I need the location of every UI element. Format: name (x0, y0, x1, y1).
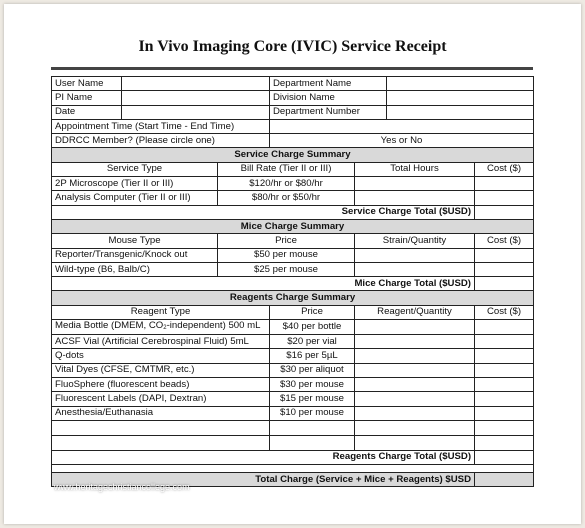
reagent-cost-field[interactable] (475, 335, 534, 349)
pi-name-label: PI Name (52, 91, 122, 105)
reagent-cost-field[interactable] (475, 320, 534, 335)
table-row (52, 191, 534, 205)
reagent-type (52, 320, 270, 335)
mouse-type: Reporter/Transgenic/Knock out (52, 248, 218, 262)
grand-total-field[interactable] (475, 473, 534, 487)
receipt-page (4, 4, 581, 524)
service-cost-field[interactable] (475, 177, 534, 191)
service-hours-field[interactable] (355, 177, 475, 191)
mice-col-type: Mouse Type (52, 234, 218, 248)
service-rate: $120/hr or $80/hr (218, 177, 355, 191)
mice-col-cost: Cost ($) (475, 234, 534, 248)
mice-col-price: Price (218, 234, 355, 248)
mice-column-header-row (52, 234, 534, 248)
service-type: 2P Microscope (Tier II or III) (52, 177, 218, 191)
service-col-hours: Total Hours (355, 162, 475, 176)
reagent-cost-field[interactable] (475, 349, 534, 363)
ddrcc-yes-no-choice[interactable]: Yes or No (270, 134, 534, 148)
info-row-user (52, 77, 534, 91)
mice-section-header-row (52, 219, 534, 233)
reagent-price: $10 per mouse (270, 406, 355, 420)
reagents-col-quantity: Reagent/Quantity (355, 305, 475, 319)
blank-reagent-cost-field[interactable] (475, 420, 534, 435)
division-name-field[interactable] (387, 91, 534, 105)
reagent-quantity-field[interactable] (355, 377, 475, 391)
service-total-row (52, 205, 534, 219)
reagent-price: $15 per mouse (270, 392, 355, 406)
mice-total-field[interactable] (475, 277, 534, 291)
service-rate: $80/hr or $50/hr (218, 191, 355, 205)
table-row (52, 248, 534, 262)
blank-reagent-quantity-field[interactable] (355, 420, 475, 435)
service-section-header-row (52, 148, 534, 162)
reagents-col-type: Reagent Type (52, 305, 270, 319)
reagent-cost-field[interactable] (475, 363, 534, 377)
blank-reagent-type-field[interactable] (52, 420, 270, 435)
blank-reagent-quantity-field[interactable] (355, 435, 475, 450)
table-row (52, 320, 534, 335)
service-col-type: Service Type (52, 162, 218, 176)
service-type: Analysis Computer (Tier II or III) (52, 191, 218, 205)
reagent-quantity-field[interactable] (355, 349, 475, 363)
reagent-cost-field[interactable] (475, 392, 534, 406)
info-row-date (52, 105, 534, 119)
blank-reagent-cost-field[interactable] (475, 435, 534, 450)
reagent-type: Vital Dyes (CFSE, CMTMR, etc.) (52, 363, 270, 377)
table-row (52, 177, 534, 191)
reagents-total-row (52, 450, 534, 464)
mice-total-label: Mice Charge Total ($USD) (52, 277, 475, 291)
co2-subscript: 2 (163, 325, 167, 332)
reagent-price: $30 per aliquot (270, 363, 355, 377)
reagent-quantity-field[interactable] (355, 406, 475, 420)
mouse-type: Wild-type (B6, Balb/C) (52, 262, 218, 276)
service-total-label: Service Charge Total ($USD) (52, 205, 475, 219)
page-title: In Vivo Imaging Core (IVIC) Service Receipt (138, 38, 447, 55)
reagent-price: $20 per vial (270, 335, 355, 349)
reagent-cost-field[interactable] (475, 406, 534, 420)
service-col-cost: Cost ($) (475, 162, 534, 176)
appointment-time-field[interactable] (270, 119, 534, 133)
blank-reagent-price-field[interactable] (270, 435, 355, 450)
table-row (52, 335, 534, 349)
appointment-time-label: Appointment Time (Start Time - End Time) (52, 119, 270, 133)
table-row (52, 377, 534, 391)
department-name-field[interactable] (387, 77, 534, 91)
reagent-cost-field[interactable] (475, 377, 534, 391)
mouse-price: $25 per mouse (218, 262, 355, 276)
ddrcc-member-label: DDRCC Member? (Please circle one) (52, 134, 270, 148)
reagents-col-cost: Cost ($) (475, 305, 534, 319)
user-name-label: User Name (52, 77, 122, 91)
service-cost-field[interactable] (475, 191, 534, 205)
reagent-type: Anesthesia/Euthanasia (52, 406, 270, 420)
reagents-section-header-row (52, 291, 534, 305)
info-row-pi (52, 91, 534, 105)
reagents-column-header-row (52, 305, 534, 319)
info-row-ddrcc (52, 134, 534, 148)
mouse-price: $50 per mouse (218, 248, 355, 262)
mouse-cost-field[interactable] (475, 248, 534, 262)
reagents-total-field[interactable] (475, 450, 534, 464)
info-row-appointment (52, 119, 534, 133)
table-row-blank (52, 435, 534, 450)
reagent-type: FluoSphere (fluorescent beads) (52, 377, 270, 391)
reagent-quantity-field[interactable] (355, 320, 475, 335)
service-col-rate: Bill Rate (Tier II or III) (218, 162, 355, 176)
reagent-price: $16 per 5µL (270, 349, 355, 363)
mouse-quantity-field[interactable] (355, 248, 475, 262)
pi-name-field[interactable] (122, 91, 270, 105)
table-row (52, 392, 534, 406)
mouse-quantity-field[interactable] (355, 262, 475, 276)
table-row (52, 262, 534, 276)
service-hours-field[interactable] (355, 191, 475, 205)
media-bottle-text-tail: -independent) 500 mL (166, 320, 261, 332)
reagent-type: ACSF Vial (Artificial Cerebrospinal Fluid) 5mL (52, 335, 270, 349)
mice-total-row (52, 277, 534, 291)
title-rule (51, 67, 533, 70)
reagent-quantity-field[interactable] (355, 335, 475, 349)
reagent-price: $30 per mouse (270, 377, 355, 391)
reagents-col-price: Price (270, 305, 355, 319)
service-column-header-row (52, 162, 534, 176)
reagents-section-header: Reagents Charge Summary (52, 291, 534, 305)
table-row (52, 406, 534, 420)
division-name-label: Division Name (270, 91, 387, 105)
reagent-type: Fluorescent Labels (DAPI, Dextran) (52, 392, 270, 406)
department-number-field[interactable] (387, 105, 534, 119)
spacer-row (52, 465, 534, 473)
table-row-blank (52, 420, 534, 435)
date-field[interactable] (122, 105, 270, 119)
watermark: www.heritagechristiancollege.com (54, 482, 190, 492)
blank-reagent-price-field[interactable] (270, 420, 355, 435)
table-row (52, 363, 534, 377)
reagent-quantity-field[interactable] (355, 392, 475, 406)
department-number-label: Department Number (270, 105, 387, 119)
user-name-field[interactable] (122, 77, 270, 91)
service-section-header: Service Charge Summary (52, 148, 534, 162)
reagents-total-label: Reagents Charge Total ($USD) (52, 450, 475, 464)
table-row (52, 349, 534, 363)
blank-reagent-type-field[interactable] (52, 435, 270, 450)
mice-col-strain: Strain/Quantity (355, 234, 475, 248)
reagent-price: $40 per bottle (270, 320, 355, 335)
receipt-table (51, 76, 534, 487)
reagent-type: Q-dots (52, 349, 270, 363)
date-label: Date (52, 105, 122, 119)
grand-total-label: Total Charge (Service + Mice + Reagents) $USD (52, 473, 475, 487)
spacer-cell (52, 465, 534, 473)
mouse-cost-field[interactable] (475, 262, 534, 276)
mice-section-header: Mice Charge Summary (52, 219, 534, 233)
reagent-quantity-field[interactable] (355, 363, 475, 377)
media-bottle-text: Media Bottle (DMEM, CO (55, 320, 164, 332)
service-total-field[interactable] (475, 205, 534, 219)
department-name-label: Department Name (270, 77, 387, 91)
